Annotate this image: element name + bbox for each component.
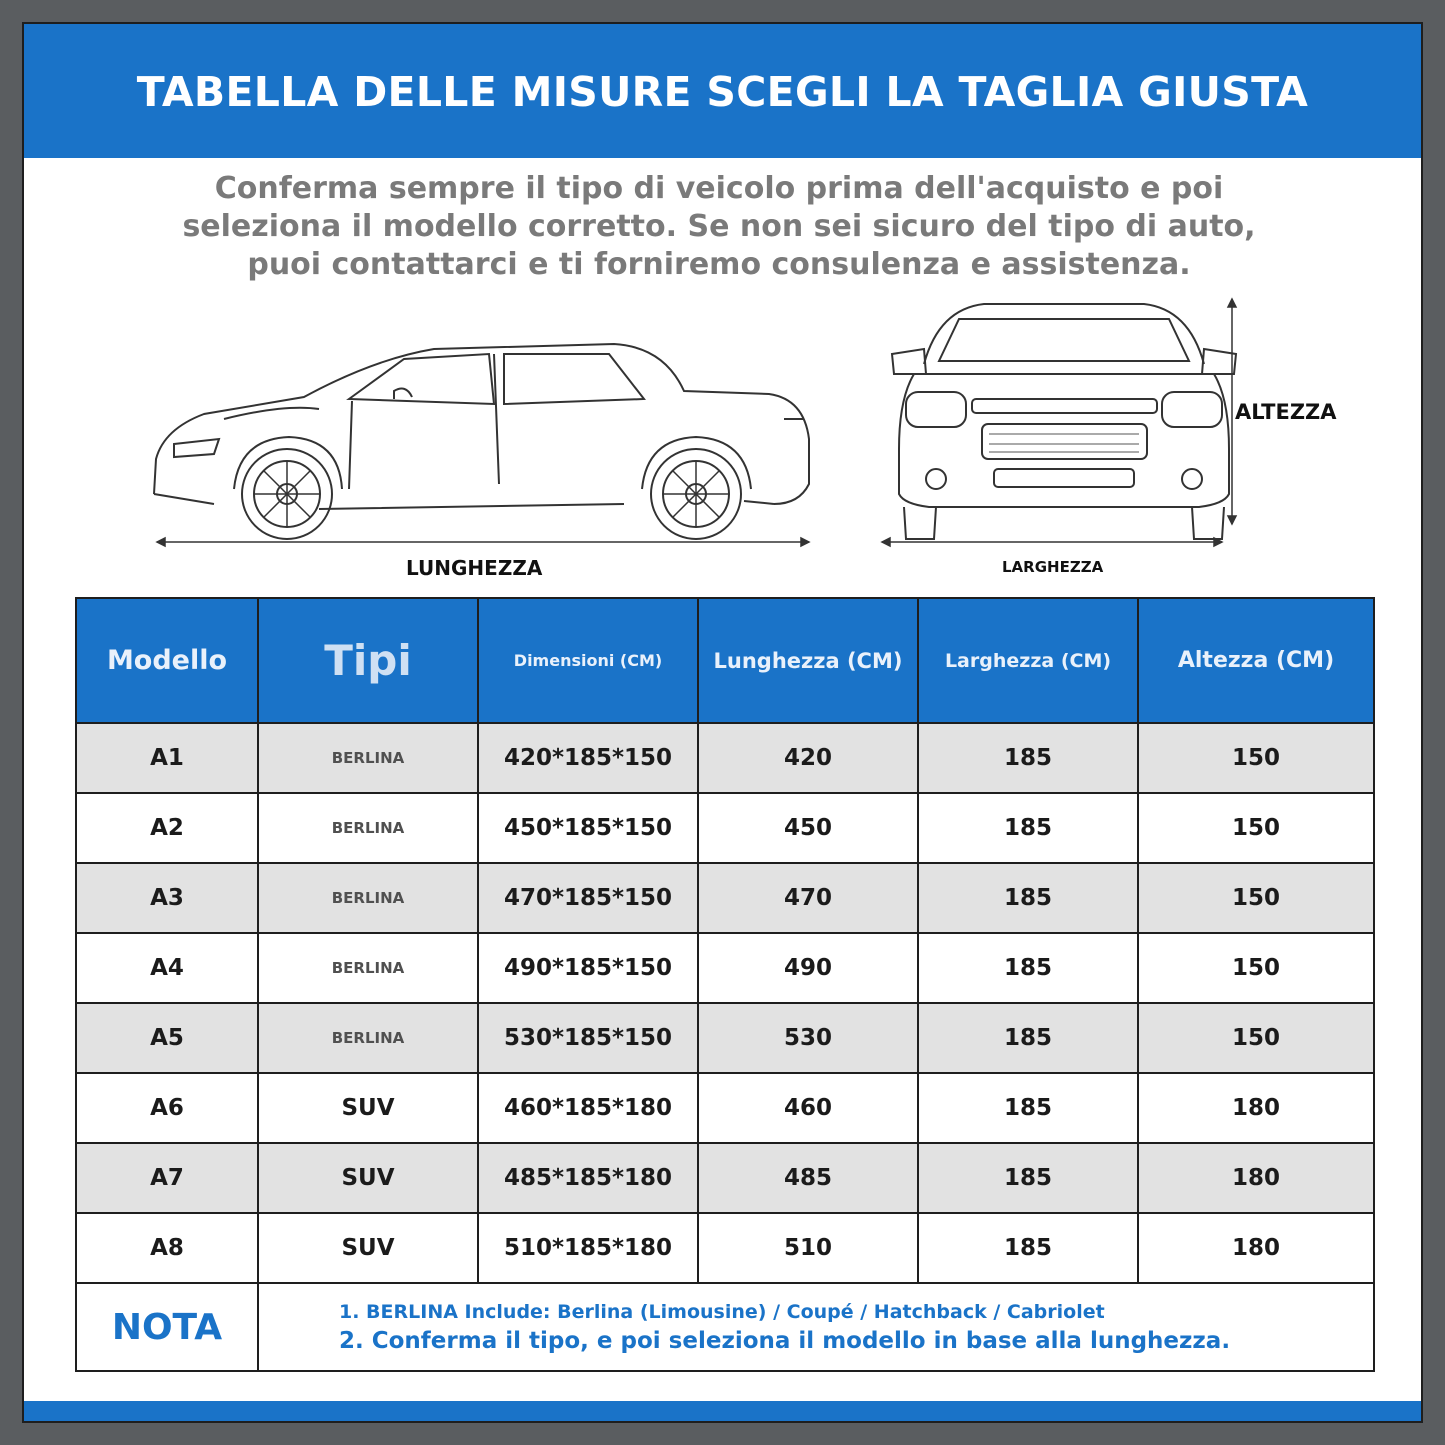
footer-bar	[24, 1401, 1421, 1421]
size-table	[75, 597, 1375, 1372]
cell-tipo: SUV	[258, 1143, 478, 1213]
column-header-tipi: Tipi	[258, 598, 478, 723]
cell-altezza: 150	[1138, 723, 1374, 793]
cell-lunghezza: 450	[698, 793, 918, 863]
dimension-lines	[24, 24, 1423, 584]
cell-lunghezza: 470	[698, 863, 918, 933]
table-row	[76, 793, 1374, 863]
cell-larghezza: 185	[918, 1073, 1138, 1143]
cell-larghezza: 185	[918, 933, 1138, 1003]
nota-text	[258, 1283, 1374, 1371]
cell-dimensioni: 420*185*150	[478, 723, 698, 793]
cell-tipo: BERLINA	[258, 1003, 478, 1073]
cell-dimensioni: 490*185*150	[478, 933, 698, 1003]
cell-larghezza: 185	[918, 723, 1138, 793]
table-row	[76, 863, 1374, 933]
cell-tipo: SUV	[258, 1213, 478, 1283]
cell-modello: A5	[76, 1003, 258, 1073]
width-label: LARGHEZZA	[1002, 558, 1104, 576]
cell-lunghezza: 485	[698, 1143, 918, 1213]
cell-dimensioni: 485*185*180	[478, 1143, 698, 1213]
cell-tipo: BERLINA	[258, 723, 478, 793]
cell-larghezza: 185	[918, 1213, 1138, 1283]
column-header-altezza: Altezza (CM)	[1138, 598, 1374, 723]
nota-line-1: 1. BERLINA Include: Berlina (Limousine) / Coupé / Hatchback / Cabriolet	[339, 1301, 1105, 1323]
size-chart-frame	[22, 22, 1423, 1423]
cell-larghezza: 185	[918, 1143, 1138, 1213]
cell-altezza: 180	[1138, 1213, 1374, 1283]
length-label: LUNGHEZZA	[406, 556, 543, 580]
table-row	[76, 933, 1374, 1003]
cell-lunghezza: 510	[698, 1213, 918, 1283]
cell-lunghezza: 420	[698, 723, 918, 793]
table-row	[76, 1213, 1374, 1283]
nota-line-2: 2. Conferma il tipo, e poi seleziona il modello in base alla lunghezza.	[339, 1328, 1231, 1354]
table-row	[76, 723, 1374, 793]
cell-tipo: BERLINA	[258, 933, 478, 1003]
cell-altezza: 150	[1138, 793, 1374, 863]
table-row	[76, 1073, 1374, 1143]
column-header-lunghezza: Lunghezza (CM)	[698, 598, 918, 723]
cell-modello: A8	[76, 1213, 258, 1283]
cell-dimensioni: 510*185*180	[478, 1213, 698, 1283]
table-row	[76, 1003, 1374, 1073]
cell-altezza: 150	[1138, 933, 1374, 1003]
cell-larghezza: 185	[918, 863, 1138, 933]
column-header-dimensioni: Dimensioni (CM)	[478, 598, 698, 723]
nota-label: NOTA	[76, 1283, 258, 1371]
cell-lunghezza: 490	[698, 933, 918, 1003]
table-header-row	[76, 598, 1374, 723]
cell-altezza: 150	[1138, 1003, 1374, 1073]
cell-modello: A2	[76, 793, 258, 863]
cell-modello: A4	[76, 933, 258, 1003]
column-header-larghezza: Larghezza (CM)	[918, 598, 1138, 723]
cell-modello: A1	[76, 723, 258, 793]
cell-dimensioni: 460*185*180	[478, 1073, 698, 1143]
intro-text: Conferma sempre il tipo di veicolo prima dell'acquisto e poi seleziona il modello corretto. Se non sei sicuro del tipo di auto, puoi contattarci e ti forniremo consulenza e assistenza.	[182, 171, 1256, 282]
cell-larghezza: 185	[918, 1003, 1138, 1073]
nota-row	[76, 1283, 1374, 1371]
cell-tipo: BERLINA	[258, 793, 478, 863]
cell-dimensioni: 530*185*150	[478, 1003, 698, 1073]
cell-altezza: 150	[1138, 863, 1374, 933]
cell-tipo: BERLINA	[258, 863, 478, 933]
table-row	[76, 1143, 1374, 1213]
cell-modello: A6	[76, 1073, 258, 1143]
cell-lunghezza: 530	[698, 1003, 918, 1073]
cell-larghezza: 185	[918, 793, 1138, 863]
height-label: ALTEZZA	[1235, 400, 1337, 424]
cell-dimensioni: 450*185*150	[478, 793, 698, 863]
cell-tipo: SUV	[258, 1073, 478, 1143]
cell-dimensioni: 470*185*150	[478, 863, 698, 933]
cell-altezza: 180	[1138, 1143, 1374, 1213]
page-title: TABELLA DELLE MISURE SCEGLI LA TAGLIA GIUSTA	[136, 68, 1309, 116]
cell-modello: A3	[76, 863, 258, 933]
cell-altezza: 180	[1138, 1073, 1374, 1143]
cell-lunghezza: 460	[698, 1073, 918, 1143]
cell-modello: A7	[76, 1143, 258, 1213]
column-header-modello: Modello	[76, 598, 258, 723]
